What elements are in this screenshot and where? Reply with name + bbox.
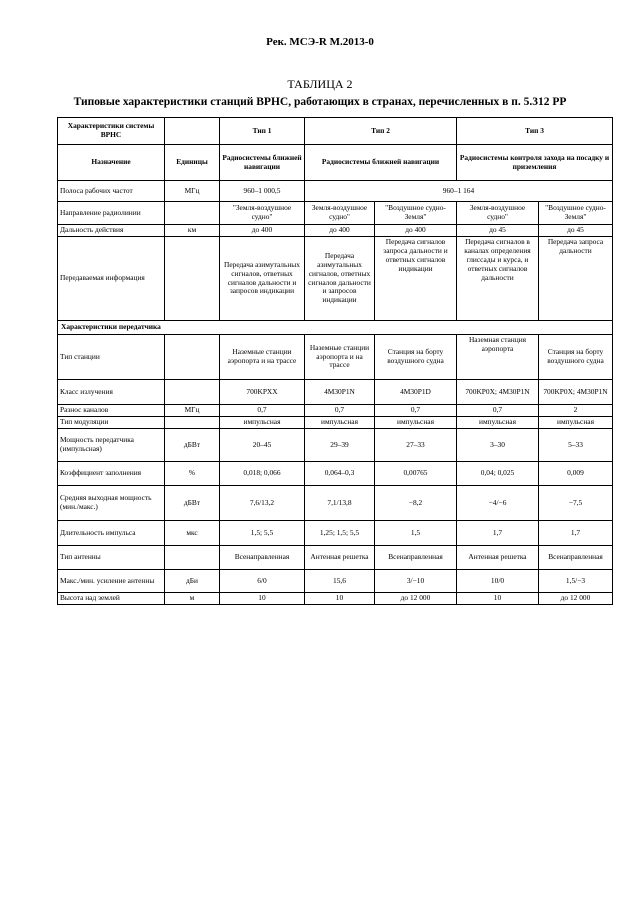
table-row bbox=[58, 429, 613, 462]
system-characteristics-header: Характеристики системы ВРНС bbox=[58, 118, 165, 145]
table-cell: импульсная bbox=[457, 417, 539, 429]
table-cell: 0,064–0,3 bbox=[305, 462, 375, 486]
table-cell: 10 bbox=[220, 593, 305, 605]
table-cell: Всенаправленная bbox=[539, 546, 613, 570]
table-row bbox=[58, 202, 613, 225]
table-cell: Передача сигналов в каналах определения глиссады и курса, и ответных сигналов дальности bbox=[457, 237, 539, 321]
row-label: Мощность передатчика (импульсная) bbox=[58, 429, 165, 462]
table-cell: 3–30 bbox=[457, 429, 539, 462]
table-cell: 700KP0X; 4M30P1N bbox=[539, 380, 613, 405]
table-cell: −7,5 bbox=[539, 486, 613, 521]
row-label: Макс./мин. усиление антенны bbox=[58, 570, 165, 593]
type3-header: Тип 3 bbox=[457, 118, 613, 145]
table-cell: 700KPXX bbox=[220, 380, 305, 405]
table-cell: 20–45 bbox=[220, 429, 305, 462]
table-cell: 1,5/−3 bbox=[539, 570, 613, 593]
table-cell: Антенная решетка bbox=[305, 546, 375, 570]
table-cell: Всенаправленная bbox=[375, 546, 457, 570]
row-unit: мкс bbox=[165, 521, 220, 546]
table-title: Типовые характеристики станций ВРНС, работающих в странах, перечисленных в п. 5.312 РР bbox=[73, 96, 567, 108]
type3-purpose: Радиосистемы контроля захода на посадку и приземления bbox=[457, 145, 613, 181]
table-cell: 10 bbox=[457, 593, 539, 605]
table-row bbox=[58, 462, 613, 486]
table-cell: 0,7 bbox=[305, 405, 375, 417]
table-cell: Земля-воздушное судно" bbox=[305, 202, 375, 225]
table-cell: 960–1 000,5 bbox=[220, 181, 305, 202]
row-label: Средняя выходная мощность (мин./макс.) bbox=[58, 486, 165, 521]
table-cell: 0,009 bbox=[539, 462, 613, 486]
table-cell: импульсная bbox=[375, 417, 457, 429]
table-cell: 1,7 bbox=[457, 521, 539, 546]
table-row bbox=[58, 380, 613, 405]
row-unit: м bbox=[165, 593, 220, 605]
table-cell: Антенная решетка bbox=[457, 546, 539, 570]
type2-header: Тип 2 bbox=[305, 118, 457, 145]
table-cell: до 400 bbox=[220, 225, 305, 237]
table-cell: 0,7 bbox=[457, 405, 539, 417]
table-row bbox=[58, 593, 613, 605]
table-cell: до 400 bbox=[305, 225, 375, 237]
row-label: Высота над землей bbox=[58, 593, 165, 605]
table-cell: 0,00765 bbox=[375, 462, 457, 486]
table-cell: 1,5; 5,5 bbox=[220, 521, 305, 546]
table-row bbox=[58, 521, 613, 546]
table-cell: импульсная bbox=[220, 417, 305, 429]
table-row bbox=[58, 486, 613, 521]
table-cell: до 400 bbox=[375, 225, 457, 237]
table-row bbox=[58, 417, 613, 429]
row-unit: дБВт bbox=[165, 486, 220, 521]
table-cell: импульсная bbox=[305, 417, 375, 429]
table-cell: 3/−10 bbox=[375, 570, 457, 593]
row-unit: МГц bbox=[165, 181, 220, 202]
row-unit: дБВт bbox=[165, 429, 220, 462]
table-cell: Передача азимутальных сигналов, ответных сигналов дальности и запросов индикации bbox=[305, 237, 375, 321]
table-cell: 7,6/13,2 bbox=[220, 486, 305, 521]
table-row bbox=[58, 118, 613, 145]
table-cell: 4M30P1D bbox=[375, 380, 457, 405]
characteristics-table bbox=[57, 117, 613, 605]
table-cell: "Воздушное судно-Земля" bbox=[375, 202, 457, 225]
table-cell: Земля-воздушное судно" bbox=[457, 202, 539, 225]
table-cell: 7,1/13,8 bbox=[305, 486, 375, 521]
table-cell: 960–1 164 bbox=[305, 181, 613, 202]
table-cell: 10/0 bbox=[457, 570, 539, 593]
table-cell: до 12 000 bbox=[539, 593, 613, 605]
table-cell: до 45 bbox=[457, 225, 539, 237]
table-row bbox=[58, 237, 613, 321]
table-row bbox=[58, 570, 613, 593]
table-row bbox=[58, 321, 613, 335]
table-cell: 27–33 bbox=[375, 429, 457, 462]
row-unit: км bbox=[165, 225, 220, 237]
table-cell: 1,7 bbox=[539, 521, 613, 546]
row-label: Коэффициент заполнения bbox=[58, 462, 165, 486]
table-cell: 4M30P1N bbox=[305, 380, 375, 405]
units-header: Единицы bbox=[165, 145, 220, 181]
row-label: Тип модуляции bbox=[58, 417, 165, 429]
table-cell: Станция на борту воздушного судна bbox=[539, 335, 613, 380]
table-cell: −8,2 bbox=[375, 486, 457, 521]
table-cell: до 45 bbox=[539, 225, 613, 237]
type1-purpose: Радиосистемы ближней навигации bbox=[220, 145, 305, 181]
table-cell: Наземные станции аэропорта и на трассе bbox=[305, 335, 375, 380]
table-cell: 0,7 bbox=[220, 405, 305, 417]
table-cell: Станция на борту воздушного судна bbox=[375, 335, 457, 380]
table-cell: до 12 000 bbox=[375, 593, 457, 605]
table-cell: −4/−6 bbox=[457, 486, 539, 521]
row-label: Полоса рабочих частот bbox=[58, 181, 165, 202]
table-cell: "Земля-воздушное судно" bbox=[220, 202, 305, 225]
table-row bbox=[58, 181, 613, 202]
table-cell: Передача сигналов запроса дальности и ответных сигналов индикации bbox=[375, 237, 457, 321]
table-cell: 700KP0X; 4M30P1N bbox=[457, 380, 539, 405]
table-cell: 1,25; 1,5; 5,5 bbox=[305, 521, 375, 546]
row-label: Передаваемая информация bbox=[58, 237, 165, 321]
row-label: Тип антенны bbox=[58, 546, 165, 570]
purpose-header: Назначение bbox=[58, 145, 165, 181]
type1-header: Тип 1 bbox=[220, 118, 305, 145]
table-row bbox=[58, 405, 613, 417]
row-label: Тип станции bbox=[58, 335, 165, 380]
row-unit: МГц bbox=[165, 405, 220, 417]
table-cell: 6/0 bbox=[220, 570, 305, 593]
row-unit: дБи bbox=[165, 570, 220, 593]
row-label: Дальность действия bbox=[58, 225, 165, 237]
row-label: Разнос каналов bbox=[58, 405, 165, 417]
table-cell: 0,018; 0,066 bbox=[220, 462, 305, 486]
table-cell: Всенаправленная bbox=[220, 546, 305, 570]
table-cell: 2 bbox=[539, 405, 613, 417]
table-cell: Передача запроса дальности bbox=[539, 237, 613, 321]
table-row bbox=[58, 145, 613, 181]
table-cell: "Воздушное судно-Земля" bbox=[539, 202, 613, 225]
table-cell: 29–39 bbox=[305, 429, 375, 462]
row-label: Класс излучения bbox=[58, 380, 165, 405]
table-cell: 0,7 bbox=[375, 405, 457, 417]
table-cell: 1,5 bbox=[375, 521, 457, 546]
table-cell: Наземная станция аэропорта bbox=[457, 335, 539, 380]
row-label: Направление радиолинии bbox=[58, 202, 165, 225]
table-cell: 15,6 bbox=[305, 570, 375, 593]
row-unit: % bbox=[165, 462, 220, 486]
table-cell: 0,04; 0,025 bbox=[457, 462, 539, 486]
section-header: Характеристики передатчика bbox=[58, 321, 613, 335]
table-cell: импульсная bbox=[539, 417, 613, 429]
table-number: ТАБЛИЦА 2 bbox=[287, 77, 353, 91]
table-cell: 10 bbox=[305, 593, 375, 605]
row-label: Длительность импульса bbox=[58, 521, 165, 546]
table-cell: Передача азимутальных сигналов, ответных сигналов дальности и запросов индикации bbox=[220, 237, 305, 321]
type2-purpose: Радиосистемы ближней навигации bbox=[305, 145, 457, 181]
table-row bbox=[58, 546, 613, 570]
document-header: Рек. МСЭ-R M.2013-0 bbox=[266, 36, 374, 48]
table-cell: 5–33 bbox=[539, 429, 613, 462]
table-cell: Наземные станции аэропорта и на трассе bbox=[220, 335, 305, 380]
table-row bbox=[58, 335, 613, 380]
table-row bbox=[58, 225, 613, 237]
